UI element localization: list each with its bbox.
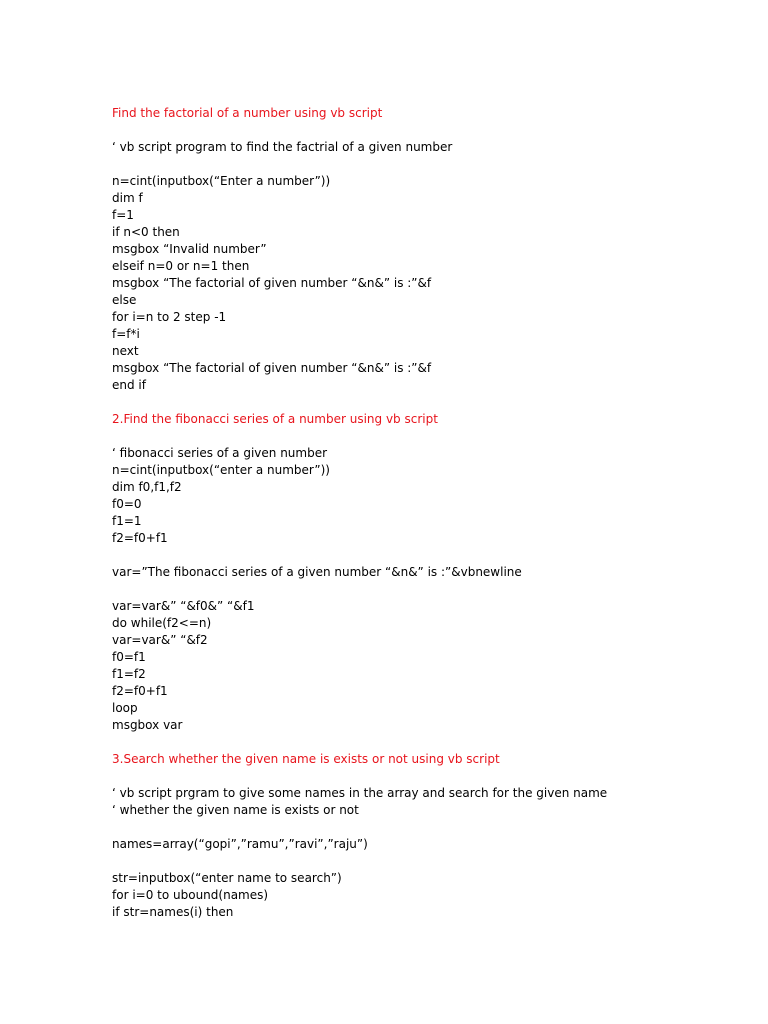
- code-line: do while(f2<=n): [112, 616, 212, 630]
- code-line: [112, 547, 752, 564]
- code-line: [112, 853, 752, 870]
- code-line: str=inputbox(“enter name to search”): [112, 871, 342, 885]
- code-line: msgbox “Invalid number”: [112, 242, 267, 256]
- code-comment: ‘ vb script program to find the factrial of a given number: [112, 140, 453, 154]
- code-line: [112, 394, 752, 411]
- code-line: [112, 734, 752, 751]
- code-comment: ‘ whether the given name is exists or not: [112, 803, 359, 817]
- code-line: n=cint(inputbox(“Enter a number”)): [112, 174, 331, 188]
- code-line: msgbox “The factorial of given number “&n&” is :”&f: [112, 361, 432, 375]
- section-fibonacci: [112, 411, 752, 751]
- code-line: [112, 581, 752, 598]
- code-line: msgbox var: [112, 718, 183, 732]
- document-body: [112, 105, 752, 921]
- code-line: f=f*i: [112, 327, 140, 341]
- code-line: [112, 768, 752, 785]
- code-line: elseif n=0 or n=1 then: [112, 259, 250, 273]
- code-line: end if: [112, 378, 146, 392]
- code-line: for i=0 to ubound(names): [112, 888, 269, 902]
- code-line: f1=f2: [112, 667, 146, 681]
- code-line: f0=0: [112, 497, 142, 511]
- code-line: f1=1: [112, 514, 142, 528]
- code-line: if n<0 then: [112, 225, 180, 239]
- code-line: n=cint(inputbox(“enter a number”)): [112, 463, 330, 477]
- section-heading: 2.Find the fibonacci series of a number using vb script: [112, 412, 438, 426]
- code-line: dim f: [112, 191, 143, 205]
- code-line: [112, 428, 752, 445]
- section-heading: 3.Search whether the given name is exists or not using vb script: [112, 752, 500, 766]
- code-block: [112, 428, 752, 751]
- code-line: var=var&” “&f2: [112, 633, 208, 647]
- code-line: loop: [112, 701, 138, 715]
- code-line: f2=f0+f1: [112, 531, 168, 545]
- code-block: [112, 768, 752, 921]
- code-line: f=1: [112, 208, 134, 222]
- code-line: f0=f1: [112, 650, 146, 664]
- code-line: if str=names(i) then: [112, 905, 234, 919]
- section-factorial: [112, 105, 752, 411]
- code-line: [112, 122, 752, 139]
- code-line: names=array(“gopi”,”ramu”,”ravi”,”raju”): [112, 837, 368, 851]
- code-comment: ‘ fibonacci series of a given number: [112, 446, 328, 460]
- code-line: msgbox “The factorial of given number “&n&” is :”&f: [112, 276, 432, 290]
- code-line: var=var&” “&f0&” “&f1: [112, 599, 255, 613]
- code-line: for i=n to 2 step -1: [112, 310, 227, 324]
- code-line: dim f0,f1,f2: [112, 480, 182, 494]
- code-line: [112, 156, 752, 173]
- section-name-search: [112, 751, 752, 921]
- code-line: next: [112, 344, 139, 358]
- code-line: [112, 819, 752, 836]
- code-line: f2=f0+f1: [112, 684, 168, 698]
- code-line: else: [112, 293, 137, 307]
- code-line: var=”The fibonacci series of a given number “&n&” is :”&vbnewline: [112, 565, 522, 579]
- code-block: [112, 122, 752, 411]
- code-comment: ‘ vb script prgram to give some names in the array and search for the given name: [112, 786, 608, 800]
- section-heading: Find the factorial of a number using vb script: [112, 106, 383, 120]
